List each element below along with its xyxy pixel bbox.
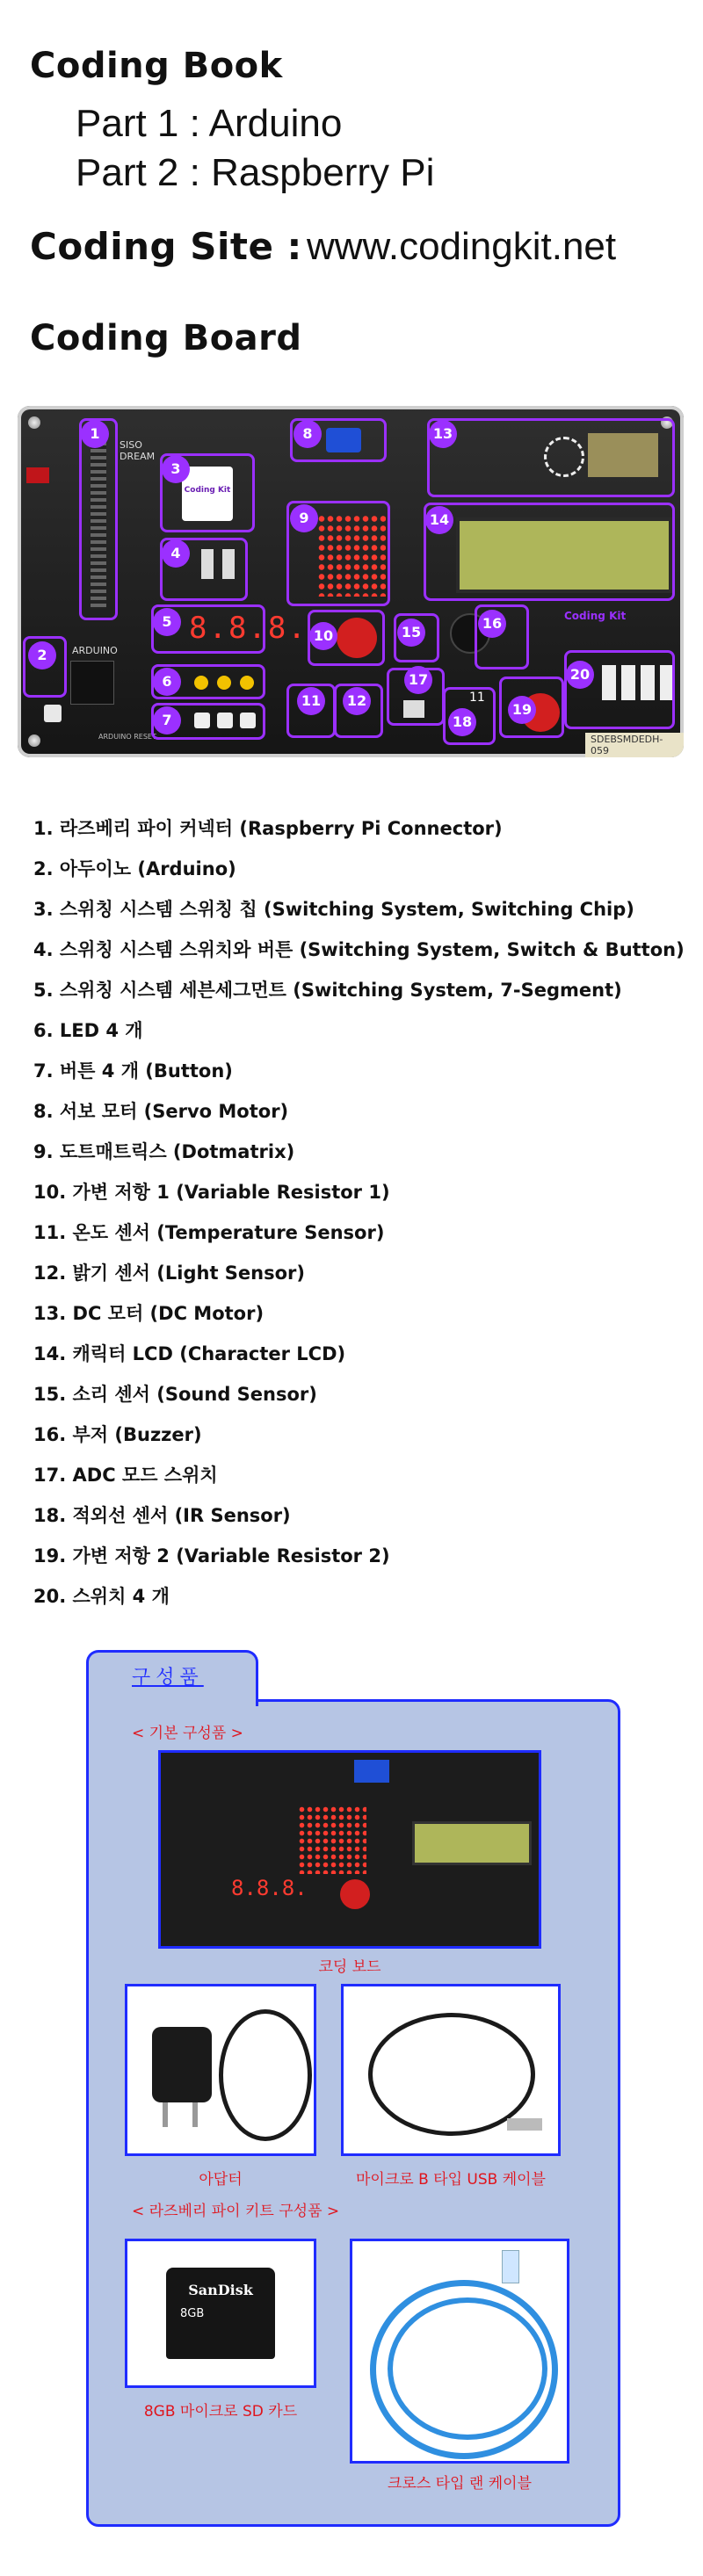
marker-3-label: 3 (162, 455, 190, 483)
arduino-reset-button (44, 705, 62, 722)
codingkit-chip-text: Coding Kit (184, 486, 231, 495)
adapter-image (125, 1984, 316, 2156)
kit-tab-title: 구성품 (132, 1667, 204, 1689)
marker-13-label: 13 (429, 420, 457, 448)
led (217, 676, 231, 690)
dotmatrix-leds (317, 514, 386, 597)
button (217, 713, 233, 728)
list-item: 3. 스위칭 시스템 스위칭 칩 (Switching System, Switching Chip) (33, 899, 634, 920)
thumb-dotmatrix (298, 1805, 366, 1874)
list-item: 5. 스위칭 시스템 세븐세그먼트 (Switching System, 7-Segment) (33, 980, 622, 1001)
marker-1-label: 1 (81, 420, 109, 448)
list-item: 12. 밝기 센서 (Light Sensor) (33, 1263, 305, 1284)
component-list (33, 808, 685, 1617)
marker-14 (424, 503, 675, 601)
switch (201, 549, 214, 579)
marker-16-label: 16 (478, 610, 506, 638)
lan-cable-caption: 크로스 타입 랜 케이블 (387, 2475, 532, 2493)
dc-motor-fan (544, 437, 584, 477)
tab-joiner (91, 1696, 253, 1706)
adapter-caption: 아답터 (199, 2171, 243, 2189)
adapter-body (152, 2027, 212, 2102)
coding-site-url[interactable]: www.codingkit.net (306, 225, 617, 268)
arduino-reset-silk: ARDUINO RESET (98, 733, 156, 741)
adapter-cable (219, 2009, 312, 2141)
marker-1 (79, 418, 118, 620)
marker-7-label: 7 (153, 706, 181, 734)
rj45-connector (502, 2250, 519, 2283)
marker-20-label: 20 (566, 661, 594, 689)
usb-cable-caption: 마이크로 B 타입 USB 케이블 (356, 2171, 546, 2189)
marker-19-label: 19 (508, 696, 536, 724)
list-item: 18. 적외선 센서 (IR Sensor) (33, 1505, 291, 1526)
coding-site-label: Coding Site : (30, 225, 302, 268)
usb-cable-loop (368, 2013, 535, 2136)
marker-18-label: 18 (448, 708, 476, 736)
switch (602, 665, 616, 700)
list-item: 17. ADC 모드 스위치 (33, 1465, 218, 1486)
list-item: 4. 스위칭 시스템 스위치와 버튼 (Switching System, Switch & Button) (33, 939, 685, 960)
adc-mode-switch (403, 700, 424, 718)
part2-text: Part 2 : Raspberry Pi (76, 151, 435, 194)
list-item: 10. 가변 저항 1 (Variable Resistor 1) (33, 1182, 390, 1203)
sd-card-image (125, 2239, 316, 2388)
screw (28, 416, 40, 429)
list-item: 16. 부저 (Buzzer) (33, 1424, 202, 1445)
lan-cable-loop (388, 2297, 547, 2440)
marker-14-label: 14 (425, 506, 453, 534)
thumb-servo (354, 1760, 389, 1783)
character-lcd-screen (456, 517, 672, 593)
arduino-chip (70, 661, 114, 705)
button (194, 713, 210, 728)
coding-site-line (30, 225, 616, 269)
switch (660, 665, 672, 700)
list-item: 11. 온도 센서 (Temperature Sensor) (33, 1222, 385, 1243)
list-item: 2. 아두이노 (Arduino) (33, 858, 236, 879)
list-item: 6. LED 4 개 (33, 1020, 143, 1041)
list-item: 19. 가변 저항 2 (Variable Resistor 2) (33, 1545, 390, 1567)
thumb-seven-segment: 8.8.8. (231, 1876, 308, 1900)
screw (28, 734, 40, 747)
switch (222, 549, 235, 579)
board-logo: Coding Kit (564, 610, 627, 622)
button (240, 713, 256, 728)
serial-label: SDEBSMDEDH-059 (585, 733, 684, 757)
sisodream-silk: SISO DREAM (120, 439, 156, 462)
marker-5-label: 5 (153, 608, 181, 636)
marker-13 (427, 418, 675, 497)
servo-motor (326, 428, 361, 452)
codingkit-chip (182, 467, 233, 521)
sd-card-body (166, 2268, 275, 2359)
part1-text: Part 1 : Arduino (76, 102, 343, 145)
marker-8-label: 8 (294, 420, 322, 448)
rpi-header-pins (91, 442, 106, 609)
marker-10-label: 10 (309, 622, 337, 650)
adapter-prong (192, 2102, 198, 2127)
marker-17-label: 17 (404, 666, 432, 694)
coding-board-heading: Coding Board (30, 318, 302, 358)
thumb-lcd (412, 1821, 532, 1865)
seven-segment-display: 8.8.8. (189, 611, 308, 646)
kit-components-panel (86, 1650, 620, 2527)
switch (641, 665, 655, 700)
usb-cable-image (341, 1984, 561, 2156)
coding-board-photo (18, 406, 684, 757)
lan-cable-image (350, 2239, 569, 2464)
arduino-silk: ARDUINO (72, 645, 118, 656)
led (240, 676, 254, 690)
sd-size-text: 8GB (180, 2307, 205, 2320)
list-item: 7. 버튼 4 개 (Button) (33, 1060, 233, 1082)
board-caption: 코딩 보드 (318, 1958, 381, 1976)
list-item: 8. 서보 모터 (Servo Motor) (33, 1101, 289, 1122)
list-item: 14. 캐릭터 LCD (Character LCD) (33, 1343, 346, 1364)
power-switch (26, 467, 49, 483)
basic-components-heading: < 기본 구성품 > (132, 1725, 243, 1742)
coding-board-thumbnail (158, 1750, 541, 1949)
marker-11-label: 11 (297, 687, 325, 715)
marker-12-label: 12 (343, 687, 371, 715)
list-item: 15. 소리 센서 (Sound Sensor) (33, 1384, 317, 1405)
marker-2-label: 2 (28, 641, 56, 669)
marker-9-label: 9 (290, 504, 318, 532)
ir-sensor-silk: 11 (469, 691, 485, 705)
list-item: 20. 스위치 4 개 (33, 1586, 170, 1607)
list-item: 13. DC 모터 (DC Motor) (33, 1303, 265, 1324)
switch (621, 665, 635, 700)
variable-resistor-1-knob (337, 618, 377, 658)
coding-book-heading: Coding Book (30, 46, 283, 86)
usb-connector (507, 2118, 542, 2131)
led (194, 676, 208, 690)
marker-6-label: 6 (153, 668, 181, 696)
thumb-knob (340, 1879, 370, 1909)
list-item: 9. 도트매트릭스 (Dotmatrix) (33, 1141, 295, 1162)
marker-15-label: 15 (397, 619, 425, 647)
marker-4-label: 4 (162, 539, 190, 568)
sd-brand-text: SanDisk (188, 2282, 253, 2298)
dc-motor-body (588, 433, 658, 477)
adapter-prong (163, 2102, 168, 2127)
rpi-kit-heading: < 라즈베리 파이 키트 구성품 > (132, 2203, 340, 2220)
sd-card-caption: 8GB 마이크로 SD 카드 (143, 2403, 298, 2420)
list-item: 1. 라즈베리 파이 커넥터 (Raspberry Pi Connector) (33, 818, 503, 839)
